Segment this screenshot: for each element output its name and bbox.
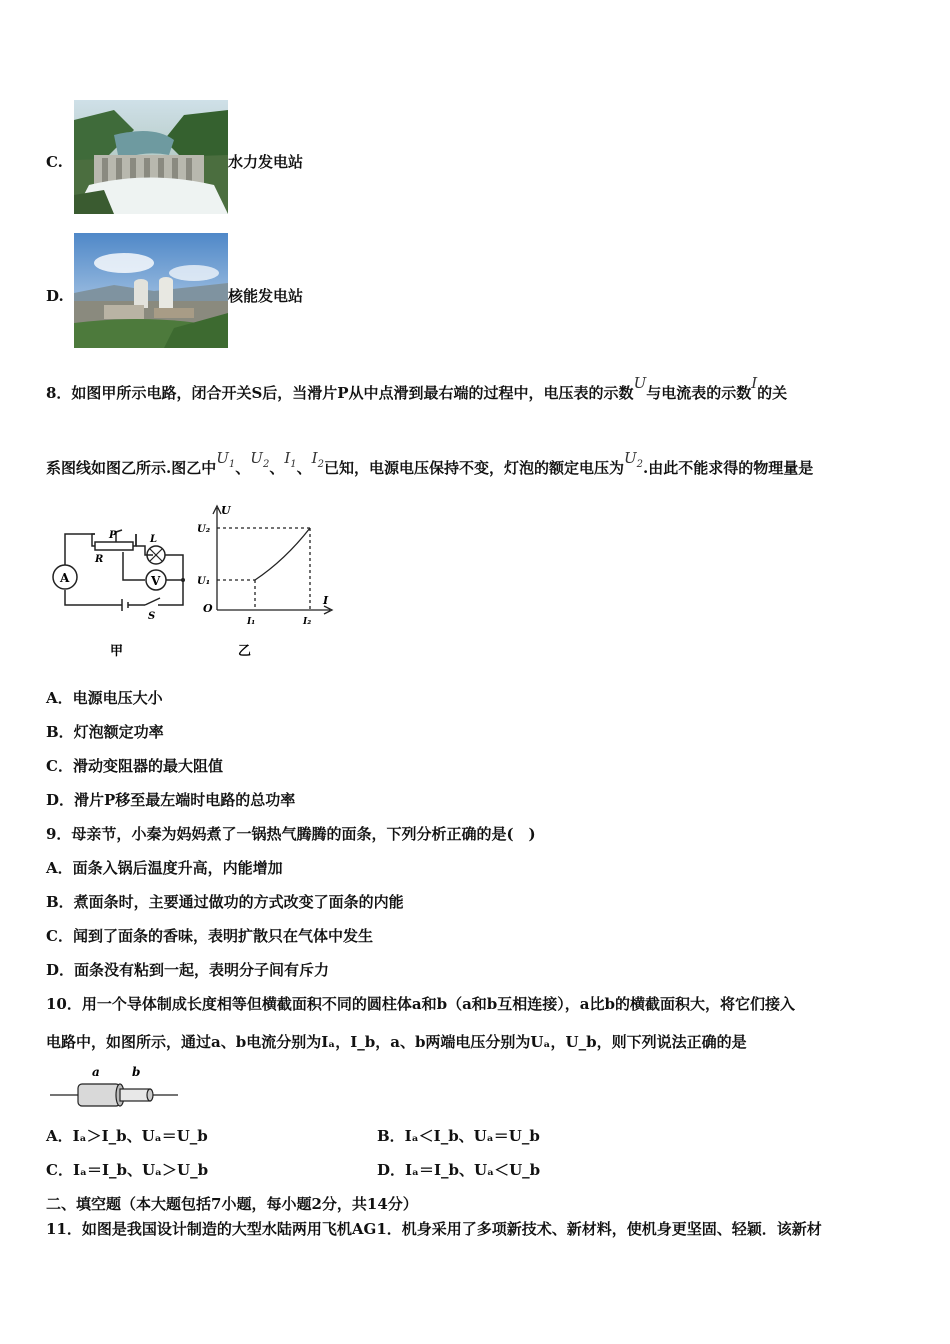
q8-option-b: B．灯泡额定功率 (46, 723, 164, 741)
u-i-graph (195, 500, 345, 665)
rheostat-label: R (95, 554, 104, 565)
conductor-a-label: a (92, 1065, 100, 1079)
conductor-diagram (48, 1062, 188, 1112)
q9-option-c: C．闻到了面条的香味，表明扩散只在气体中发生 (46, 927, 373, 945)
q10-option-c: C．Iₐ＝I_b、Uₐ＞U_b (46, 1161, 209, 1179)
hydropower-dam-photo (74, 100, 228, 214)
fig-yi-caption: 乙 (238, 644, 252, 659)
circuit-diagram (40, 520, 200, 665)
option-c-label: 水力发电站 (228, 153, 304, 171)
graph-u1-label: U₁ (197, 576, 211, 587)
graph-i2-label: I₂ (303, 617, 312, 627)
q10-option-a: A．Iₐ＞I_b、Uₐ＝U_b (46, 1127, 208, 1145)
q8-option-a: A．电源电压大小 (46, 689, 163, 707)
graph-i1-label: I₁ (247, 617, 256, 627)
q9-option-a: A．面条入锅后温度升高，内能增加 (46, 859, 283, 877)
q9-option-b: B．煮面条时，主要通过做功的方式改变了面条的内能 (46, 893, 404, 911)
q8-stem-line2: 系图线如图乙所示.图乙中$U_1$、$U_2$、$I_1$、$I_2$已知，电源电压保持不变，灯泡的额定电压为$U_2$.由此不能求得的物理量是 (46, 449, 814, 477)
graph-u2-label: U₂ (197, 524, 211, 535)
q11-stem: 11．如图是我国设计制造的大型水陆两用飞机AG1．机身采用了多项新技术、新材料，使机身更坚固、轻颖．该新材 (46, 1220, 822, 1238)
q9-option-d: D．面条没有粘到一起，表明分子间有斥力 (46, 961, 330, 979)
q10-option-d: D．Iₐ＝I_b、Uₐ＜U_b (377, 1161, 541, 1179)
fig-jia-caption: 甲 (110, 644, 124, 659)
ammeter-label: A (60, 571, 70, 585)
nuclear-plant-photo (74, 233, 228, 348)
switch-label: S (148, 611, 156, 622)
q8-stem-line1: 8．如图甲所示电路，闭合开关S后，当滑片P从中点滑到最右端的过程中，电压表的示数U与电流表的示数I的关 (46, 374, 788, 402)
q10-stem-line1: 10．用一个导体制成长度相等但横截面积不同的圆柱体a和b（a和b互相连接），a比b的横截面积大，将它们接入 (46, 995, 796, 1013)
slider-label: P (109, 530, 117, 541)
option-d-label: 核能发电站 (228, 287, 304, 305)
q8-option-d: D．滑片P移至最左端时电路的总功率 (46, 791, 296, 809)
q9-stem: 9．母亲节，小秦为妈妈煮了一锅热气腾腾的面条，下列分析正确的是( ) (46, 825, 536, 843)
q10-option-b: B．Iₐ＜I_b、Uₐ＝U_b (377, 1127, 540, 1145)
graph-y-axis-label: U (221, 504, 231, 517)
conductor-b-label: b (132, 1065, 141, 1079)
q10-stem-line2: 电路中，如图所示，通过a、b电流分别为Iₐ，I_b，a、b两端电压分别为Uₐ，U_b，则下列说法正确的是 (46, 1033, 747, 1051)
option-d-letter: D. (46, 287, 64, 305)
q8-option-c: C．滑动变阻器的最大阻值 (46, 757, 223, 775)
graph-x-axis-label: I (323, 594, 329, 607)
lamp-label: L (150, 534, 158, 545)
voltmeter-label: V (151, 574, 161, 588)
option-c-letter: C. (46, 153, 63, 171)
section-2-heading: 二、填空题（本大题包括7小题，每小题2分，共14分） (46, 1195, 418, 1213)
graph-origin-label: O (203, 602, 213, 615)
